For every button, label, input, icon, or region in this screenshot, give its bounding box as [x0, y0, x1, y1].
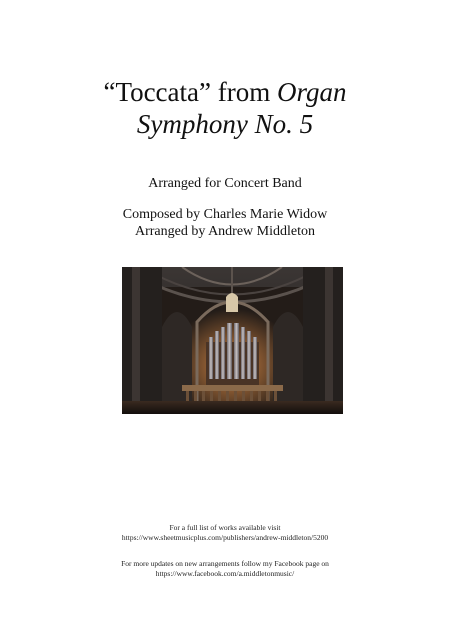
- composer-credit: Composed by Charles Marie Widow: [122, 207, 328, 222]
- works-list-text: For a full list of works available visit: [169, 523, 281, 532]
- title-toccata-text: “Toccata” from: [103, 77, 277, 107]
- title-line-2: Symphony No. 5: [136, 109, 314, 139]
- works-list-link[interactable]: https://www.sheetmusicplus.com/publishers/andrew-middleton/5200: [121, 533, 329, 542]
- arranger-credit: Arranged by Andrew Middleton: [134, 224, 316, 239]
- title-line-1: [0, 76, 450, 108]
- title-organ-text: Organ: [276, 77, 347, 107]
- facebook-page-link[interactable]: https://www.facebook.com/a.middletonmusic/: [155, 569, 295, 578]
- cathedral-organ-image: [122, 267, 343, 414]
- arranged-for-text: Arranged for Concert Band: [148, 176, 302, 191]
- facebook-updates-text: For more updates on new arrangements follow my Facebook page on: [121, 559, 329, 568]
